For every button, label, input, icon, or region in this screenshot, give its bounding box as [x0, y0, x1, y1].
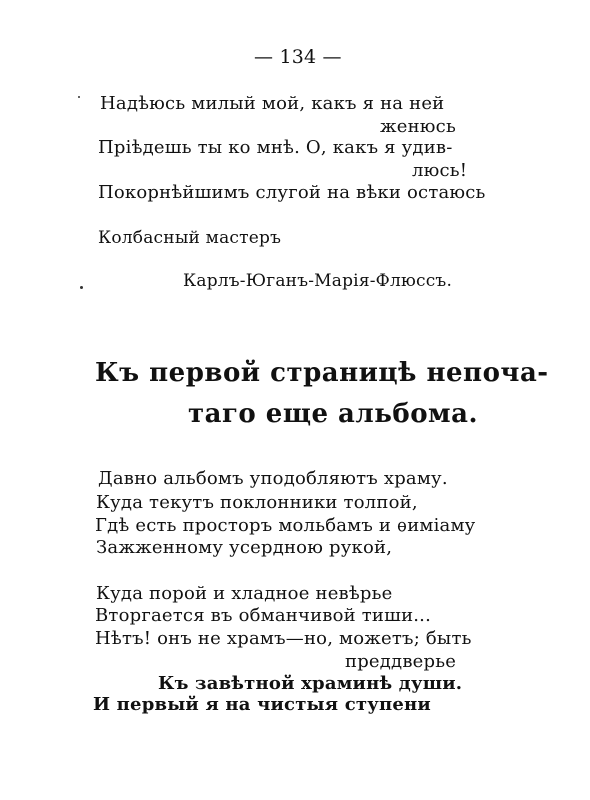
letter-line: Надѣюсь милый мой, какъ я на ней	[100, 93, 445, 114]
poem-line: Куда порой и хладное невѣрье	[96, 583, 393, 604]
letter-line: люсь!	[412, 160, 468, 181]
letter-line: Покорнѣйшимъ слугой на вѣки остаюсь	[98, 182, 486, 203]
poem-line: Къ завѣтной храминѣ души.	[158, 673, 463, 694]
poem-line: Куда текутъ поклонники толпой,	[96, 492, 418, 513]
poem-line: Давно альбомъ уподобляютъ храму.	[98, 468, 448, 489]
poem-title: Къ первой страницѣ непоча-	[95, 358, 549, 388]
ink-speck	[80, 286, 83, 289]
poem-title: таго еще альбома.	[188, 399, 479, 429]
letter-line: Пріѣдешь ты ко мнѣ. О, какъ я удив-	[98, 137, 453, 158]
letter-signature-title: Колбасный мастеръ	[98, 228, 282, 248]
poem-line: Нѣтъ! онъ не храмъ—но, можетъ; быть	[95, 628, 472, 649]
poem-line: И первый я на чистыя ступени	[93, 694, 431, 715]
poem-line: преддверье	[345, 651, 457, 672]
letter-line: женюсь	[380, 116, 456, 137]
poem-line: Вторгается въ обманчивой тиши...	[95, 605, 432, 626]
poem-line: Гдѣ есть просторъ мольбамъ и ѳиміаму	[95, 515, 476, 536]
poem-line: Зажженному усердною рукой,	[96, 537, 393, 558]
letter-signature-name: Карлъ-Юганъ-Марія-Флюссъ.	[183, 271, 453, 291]
ink-speck	[78, 96, 80, 98]
page-number: — 134 —	[254, 46, 342, 68]
